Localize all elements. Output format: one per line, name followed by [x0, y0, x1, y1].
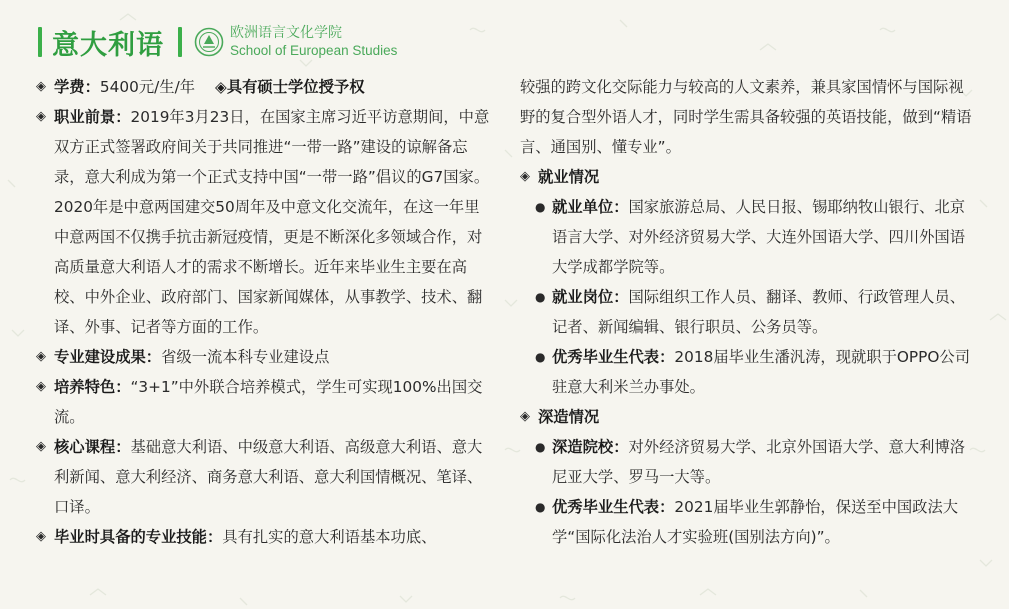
diamond-marker: ◈ — [520, 169, 530, 184]
page-title: 意大利语 — [52, 29, 164, 61]
study-alumni-item — [520, 492, 975, 552]
alumni-text: 2018届毕业生潘汎涛，现就职于OPPO公司驻意大利米兰办事处。 — [552, 348, 971, 396]
employer-text: 国家旅游总局、人民日报、锡耶纳牧山银行、北京语言大学、对外经济贸易大学、大连外国语大学、四川外国语大学成都学院等。 — [552, 198, 966, 276]
skill-continuation: 较强的跨文化交际能力与较高的人文素养，兼具家国情怀与国际视野的复合型外语人才，同时学生需具备较强的英语技能，做到“精语言、通国别、懂专业”。 — [520, 78, 972, 156]
position-item — [520, 282, 975, 342]
construction-text: 省级一流本科专业建设点 — [161, 348, 330, 366]
further-study-heading-text: 深造情况 — [538, 408, 600, 426]
page-header — [38, 22, 397, 62]
bullet-marker: ● — [535, 200, 546, 214]
left-column — [36, 72, 494, 552]
construction-label: 专业建设成果： — [54, 348, 162, 366]
tuition-value: 5400元/生/年 — [99, 78, 196, 96]
school-emblem-icon — [194, 27, 224, 57]
tuition-label: 学费： — [54, 78, 100, 96]
employment-heading — [520, 162, 975, 192]
diamond-marker: ◈ — [36, 439, 46, 454]
course-text: 基础意大利语、中级意大利语、高级意大利语、意大利新闻、意大利经济、商务意大利语、意大利国情概况、笔译、口译。 — [54, 438, 483, 516]
feature-text: “3+1”中外联合培养模式，学生可实现100%出国交流。 — [54, 378, 483, 426]
degree-authority: 具有硕士学位授予权 — [226, 78, 365, 96]
diamond-marker: ◈ — [36, 529, 46, 544]
further-study-heading — [520, 402, 975, 432]
alumni-label: 优秀毕业生代表： — [552, 348, 675, 366]
career-label: 职业前景： — [54, 108, 131, 126]
training-feature — [36, 372, 494, 432]
right-column — [520, 72, 975, 552]
position-label: 就业岗位： — [552, 288, 629, 306]
diamond-marker: ◈ — [36, 379, 46, 394]
alumni-item — [520, 342, 975, 402]
study-school-label: 深造院校： — [552, 438, 629, 456]
degree-marker: ◈ — [215, 78, 227, 96]
course-label: 核心课程： — [54, 438, 131, 456]
school-logo — [194, 25, 397, 59]
school-name-en: School of European Studies — [230, 43, 398, 58]
diamond-marker: ◈ — [520, 409, 530, 424]
bullet-marker: ● — [535, 290, 546, 304]
school-name-cn: 欧洲语言文化学院 — [230, 25, 342, 41]
skill-label: 毕业时具备的专业技能： — [54, 528, 223, 546]
employment-heading-text: 就业情况 — [538, 168, 600, 186]
employer-item — [520, 192, 975, 282]
bullet-marker: ● — [535, 500, 546, 514]
position-text: 国际组织工作人员、翻译、教师、行政管理人员、记者、新闻编辑、银行职员、公务员等。 — [552, 288, 966, 336]
study-school-text: 对外经济贸易大学、北京外国语大学、意大利博洛尼亚大学、罗马一大等。 — [552, 438, 966, 486]
title-bar-left — [38, 27, 42, 57]
employer-label: 就业单位： — [552, 198, 629, 216]
diamond-marker: ◈ — [36, 349, 46, 364]
tuition-line — [36, 72, 494, 102]
feature-label: 培养特色： — [54, 378, 131, 396]
skill-text: 具有扎实的意大利语基本功底、 — [222, 528, 437, 546]
title-bar-right — [178, 27, 182, 57]
core-courses — [36, 432, 494, 522]
study-school-item — [520, 432, 975, 492]
bullet-marker: ● — [535, 350, 546, 364]
diamond-marker: ◈ — [36, 109, 46, 124]
study-alumni-label: 优秀毕业生代表： — [552, 498, 675, 516]
study-alumni-text: 2021届毕业生郭静怡，保送至中国政法大学“国际化法治人才实验班(国别法方向)”。 — [552, 498, 959, 546]
graduate-skills — [36, 522, 494, 552]
diamond-marker: ◈ — [36, 79, 46, 94]
career-text: 2019年3月23日，在国家主席习近平访意期间，中意双方正式签署政府间关于共同推进“一带一路”建设的谅解备忘录，意大利成为第一个正式支持中国“一带一路”倡议的G7国家。2020年是中意两国建交50周年及中意文化交流年，在这一年里中意两国不仅携手抗击新冠疫情，更是不断深化多领域合作，对高质量意大利语人才的需求不断增长。近年来毕业生主要在高校、中外企业、政府部门、国家新闻媒体，从事教学、技术、翻译、外事、记者等方面的工作。 — [54, 108, 490, 336]
construction-achievement — [36, 342, 494, 372]
bullet-marker: ● — [535, 440, 546, 454]
career-prospects — [36, 102, 494, 342]
